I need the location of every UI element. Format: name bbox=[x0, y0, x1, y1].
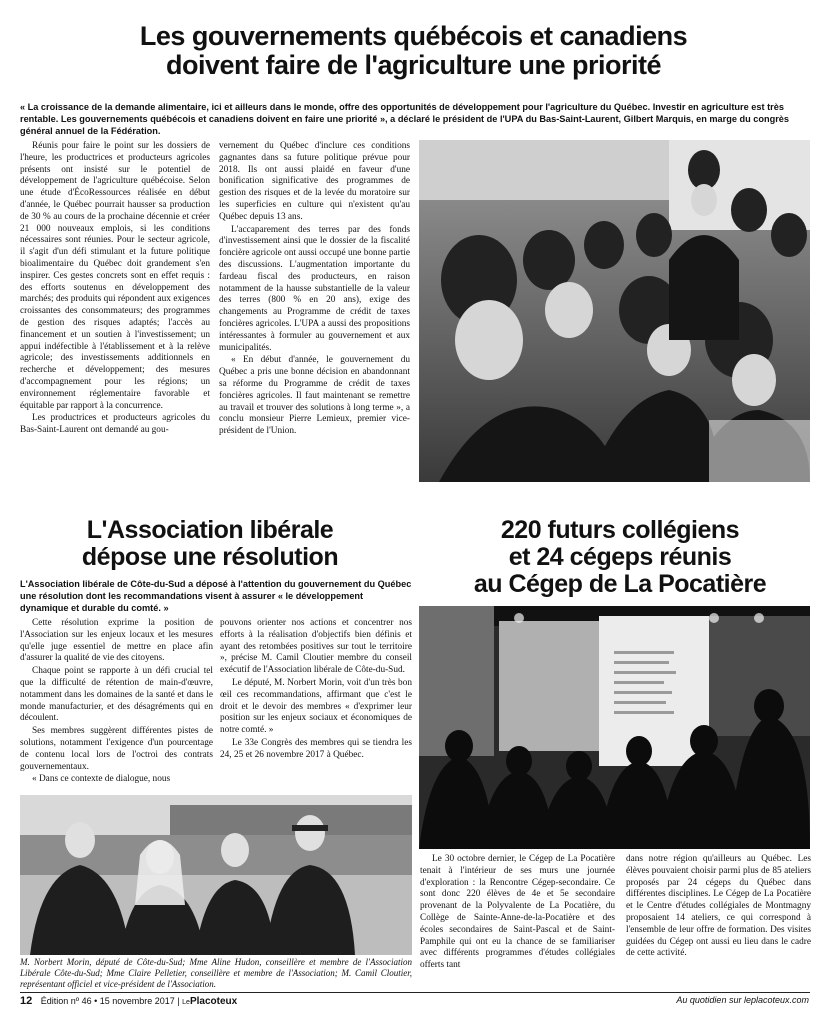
article1-headline-line2: doivent faire de l'agriculture une priorité bbox=[165, 50, 662, 81]
article3-headline-line2: et 24 cégeps réunis bbox=[508, 543, 732, 571]
article3-headline bbox=[430, 517, 810, 598]
article1-paragraph: vernement du Québec d'inclure ces conditions gagnantes dans sa future politique prévue pour 2018. Ils ont aussi plaidé en faveur d'une bonification significative des programmes de gestion des risques et de la levée du moratoire sur les superficies en culture qui n'existent qu'au Québec depuis 13 ans. bbox=[219, 141, 410, 222]
article2-headline bbox=[40, 517, 380, 571]
article2-paragraph: « Dans ce contexte de dialogue, nous bbox=[32, 774, 171, 785]
article1-headline bbox=[60, 22, 767, 80]
edition-info: Édition nº 46 • 15 novembre 2017 | bbox=[40, 996, 180, 1006]
article2-headline-line1: L'Association libérale bbox=[86, 516, 334, 544]
article2-paragraph: pouvons orienter nos actions et concentrer nos efforts à la réalisation d'objectifs bien définis et ayant des retombées positives sur tout le territoire », précise M. Camil Cloutier membre du conseil exécutif de l'Association libérale de Côte-du-Sud. bbox=[220, 618, 412, 676]
article2-column-2 bbox=[220, 618, 412, 768]
brand-prefix: Le bbox=[182, 999, 190, 1006]
association-members-photo bbox=[20, 795, 412, 955]
page-number: 12 bbox=[20, 995, 33, 1007]
article2-paragraph: Le 33e Congrès des membres qui se tiendra les 24, 25 et 26 novembre 2017 à Québec. bbox=[220, 737, 412, 760]
article2-column-1 bbox=[20, 618, 213, 794]
article3-paragraph: dans notre région qu'ailleurs au Québec. Les élèves pouvaient choisir parmi plus de 85 ateliers proposés par 24 cégeps du Québec dans différentes disciplines. Le Cégep de La Pocatière et le Centre d'études collégiales de Montmagny proposaient 14 ateliers, ce qui correspond à l'ensemble de leur offre de formation. Des visites guidées du Cégep ont aussi eu lieu dans le cadre de cette activité. bbox=[626, 854, 811, 959]
cegep-students-photo bbox=[419, 606, 810, 849]
article3-headline-line3: au Cégep de La Pocatière bbox=[473, 570, 767, 598]
article1-paragraph: Les productrices et producteurs agricoles du Bas-Saint-Laurent ont demandé au gou- bbox=[20, 413, 210, 436]
article1-paragraph: « En début d'année, le gouvernement du Québec a pris une bonne décision en abandonnant sa réforme du Programme de crédit de taxes foncières agricoles. Il faut maintenant se remettre au travail et trouver des solutions à long terme », a conclu monsieur Pierre Lemieux, premier vice-président de l'Union. bbox=[219, 355, 410, 437]
footer-left bbox=[20, 995, 237, 1007]
article3-headline-line1: 220 futurs collégiens bbox=[500, 516, 740, 544]
article1-lead: « La croissance de la demande alimentaire, ici et ailleurs dans le monde, offre des opportunités de développement pour l'agriculture du Québec. Investir en agriculture est très rentable. Les gouvernements québécois et canadiens doivent en faire une priorité », a déclaré le président de l'UPA du Bas-Saint-Laurent, Gilbert Marquis, en marge du congrès général annuel de la Fédération. bbox=[20, 102, 790, 136]
congress-audience-photo bbox=[419, 140, 810, 482]
article3-column-1 bbox=[420, 854, 615, 994]
article1-paragraph: Réunis pour faire le point sur les dossiers de l'heure, les productrices et producteurs agricoles présents ont insisté sur le potentiel de développement de l'agriculture québécoise. Selon une étude d'ÉcoRessources réalisée en début d'année, le Québec pourrait hausser sa production de 30 % au cours de la prochaine décennie et créer 21 000 nouveaux emplois, si les conditions nécessaires sont réunies. Pour le secteur agricole, il s'agit d'un défi stimulant et la future politique bioalimentaire du Québec doit grandement s'en inspirer. Ces gestes concrets sont en effet requis : des efforts soutenus en développement des marchés; des produits qui répondent aux exigences croissantes des consommateurs; des programmes de gestion des risques adaptés; l'accès au financement et un soutien à l'investissement; un appui indéfectible à l'établissement et à la relève agricole; des investissements additionnels en recherche et développement; des mesures d'accompagnement pour les régions; un environnement réglementaire favorable et équitable par rapport à la concurrence. bbox=[20, 141, 210, 411]
article2-paragraph: Cette résolution exprime la position de l'Association sur les enjeux locaux et les mesures qu'elle juge essentiel de mettre en place afin d'assurer la qualité de vie des citoyens. bbox=[20, 618, 213, 664]
article2-paragraph: Le député, M. Norbert Morin, voit d'un très bon œil ces recommandations, affirmant que c'est le droit et le devoir des membres « d'exprimer leur position sur les enjeux sociaux et économiques de notre comté. » bbox=[220, 677, 412, 736]
article2-headline-line2: dépose une résolution bbox=[81, 543, 339, 571]
article2-paragraph: Ses membres suggèrent différentes pistes de solutions, notamment l'exigence d'un pourcentage de contenu local lors de l'octroi des contrats gouvernementaux. bbox=[20, 726, 213, 772]
association-photo-caption: M. Norbert Morin, député de Côte-du-Sud; Mme Aline Hudon, conseillère et membre de l'Association Libérale Côte-du-Sud; Mme Claire Pelletier, conseillère et membre de l'Association; M. Camil Cloutier, représentant officiel et vice-président de l'Association. bbox=[20, 957, 412, 989]
article3-column-2 bbox=[626, 854, 811, 994]
article1-column-2 bbox=[219, 141, 410, 483]
brand-name: Placoteux bbox=[189, 996, 238, 1007]
article1-headline-line1: Les gouvernements québécois et canadiens bbox=[139, 21, 688, 51]
footer-rule bbox=[20, 992, 810, 993]
article2-paragraph: Chaque point se rapporte à un défi crucial tel que la difficulté de rétention de main-d'œuvre, notamment dans les domaines de la santé et dans le monde manufacturier, et des désagréments qui en découlent. bbox=[20, 666, 213, 724]
footer-tagline: Au quotidien sur leplacoteux.com bbox=[676, 995, 809, 1005]
article2-lead: L'Association libérale de Côte-du-Sud a déposé à l'attention du gouvernement du Québec une résolution dont les recommandations visent à assurer « le développement dynamique et durable du comté. » bbox=[20, 579, 412, 613]
article1-paragraph: L'accaparement des terres par des fonds d'investissement ainsi que le dossier de la fiscalité foncière agricole ont aussi occupé une bonne partie des discussions. L'augmentation importante du fardeau fiscal des producteurs, en raison notamment de la hausse substantielle de la valeur des terres (800 % en 20 ans), exige des changements au Programme de crédit de taxes foncières agricoles. L'UPA a aussi des propositions intéressantes à formuler au gouvernement et aux municipalités. bbox=[219, 224, 410, 353]
article1-column-1 bbox=[20, 141, 210, 483]
article3-paragraph: Le 30 octobre dernier, le Cégep de La Pocatière tenait à l'intérieur de ses murs une journée d'exploration : la Rencontre Cégep-secondaire. Ce sont donc 220 élèves de 4e et 5e secondaire provenant de la Polyvalente de La Pocatière, du Collège de Sainte-Anne-de-la-Pocatière et des écoles secondaires de Saint-Pascal et de Saint-Pamphile qui ont eu la chance de se familiariser avec différents programmes d'études collégiales offerts tant bbox=[420, 854, 615, 971]
